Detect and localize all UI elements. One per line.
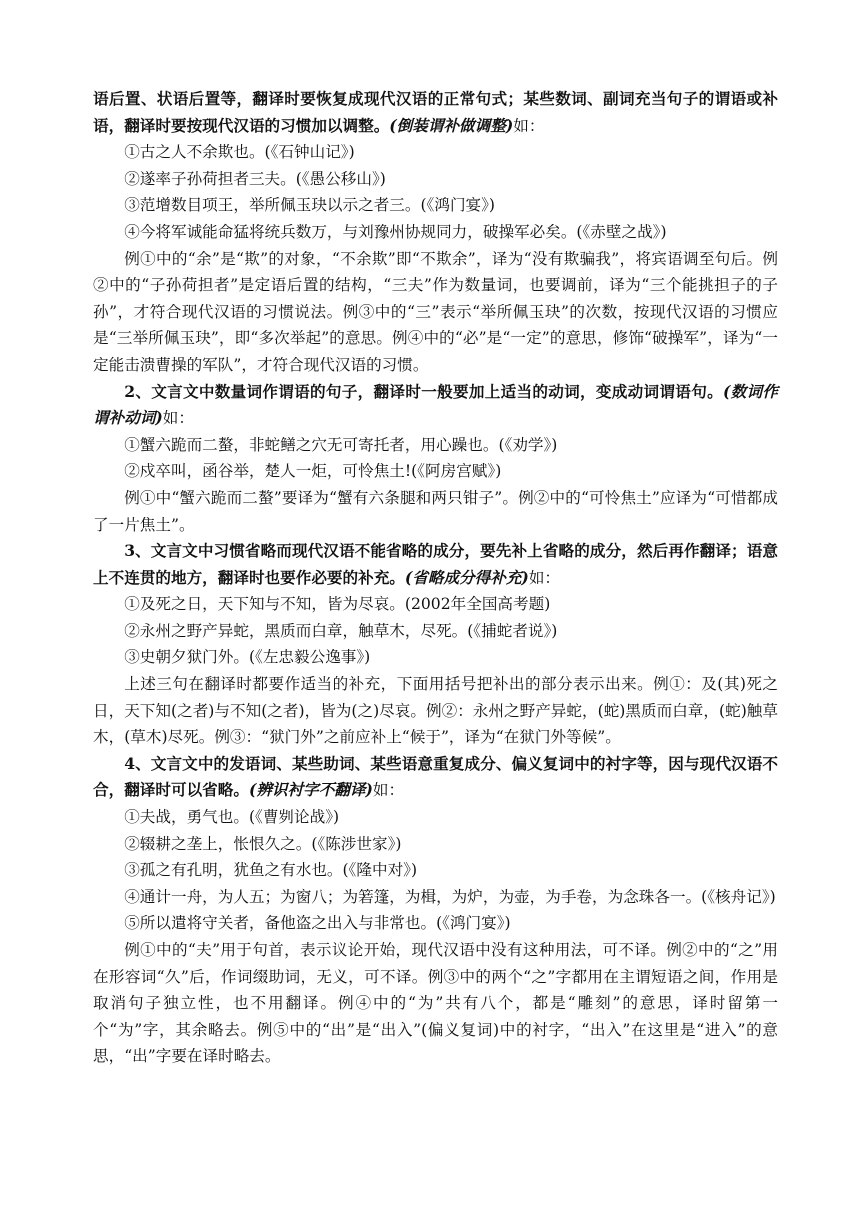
example-1: ①古之人不余欺也。(《石钟山记》): [124, 143, 355, 162]
rule-tag: (辨识衬字不翻译): [248, 780, 373, 800]
example-1: ①蟹六跪而二螯，非蛇鳝之穴无可寄托者，用心躁也。(《劝学》): [124, 435, 558, 454]
rule-tail: 如：: [372, 781, 405, 800]
example-2: ②遂率子孙荷担者三夫。(《愚公移山》): [124, 169, 386, 188]
rule-4: [93, 751, 778, 804]
example-3: ③范增数目项王，举所佩玉玦以示之者三。(《鸿门宴》): [124, 196, 496, 215]
rule-text: 2、文言文中数量词作谓语的句子，翻译时一般要加上适当的动词，变成动词谓语句。: [124, 381, 723, 401]
document-page: [93, 86, 778, 1070]
example-1: ①夫战，勇气也。(《曹刿论战》): [124, 808, 340, 827]
rule-tail: 如：: [513, 116, 545, 135]
rule-tail: 如：: [528, 568, 561, 587]
explanation: 例①中的“余”是“欺”的对象，“不余欺”即“不欺余”，译为“没有欺骗我”，将宾语调至句后。例②中的“子孙荷担者”是定语后置的结构，“三夫”作为数量词，也要调前，译为“三个能挑担子的子孙”，才符合现代汉语的习惯说法。例③中的“三”表示“举所佩玉玦”的次数，按现代汉语的习惯应是“三举所佩玉玦”，即“多次举起”的意思。例④中的“必”是“一定”的意思，修饰“破操军”，译为“一定能击溃曹操的军队”，才符合现代汉语的习惯。: [93, 249, 778, 374]
rule-text: 4、文言文中的发语词、某些助词、某些语意重复成分、偏义复词中的衬字等，因与现代汉语不合，翻译时可以省略。: [93, 753, 778, 800]
example-1: ①及死之日，天下知与不知，皆为尽哀。(2002年全国高考题): [124, 595, 551, 614]
rule-3-continuation: [93, 86, 778, 139]
rule-tag: (倒装谓补做调整): [389, 115, 514, 135]
example-2: ②永州之野产异蛇，黑质而白章，触草木，尽死。(《捕蛇者说》): [124, 621, 558, 640]
rule-text: 3、文言文中习惯省略而现代汉语不能省略的成分，要先补上省略的成分，然后再作翻译；语意上不连贯的地方，翻译时也要作必要的补充。: [93, 541, 778, 587]
explanation: 例①中“蟹六跪而二螯”要译为“蟹有六条腿和两只钳子”。例②中的“可怜焦土”应译为“可惜都成了一片焦土”。: [93, 488, 778, 534]
example-3: ③孤之有孔明，犹鱼之有水也。(《隆中对》): [124, 861, 418, 880]
rule-3: [93, 538, 778, 591]
example-5: ⑤所以遣将守关者，备他盗之出入与非常也。(《鸿门宴》): [124, 914, 511, 933]
rule-text: 语后置、状语后置等，翻译时要恢复成现代汉语的正常句式；某些数词、副词充当句子的谓语或补语，翻译时要按现代汉语的习惯加以调整。: [93, 89, 778, 135]
rule-tail: 如：: [162, 409, 194, 428]
rule-2: [93, 379, 778, 432]
example-3: ③史朝夕狱门外。(《左忠毅公逸事》): [124, 648, 371, 667]
explanation: 例①中的“夫”用于句首，表示议论开始，现代汉语中没有这种用法，可不译。例②中的“之”用在形容词“久”后，作词缀助词，无义，可不译。例③中的两个“之”字都用在主谓短语之间，作用是取消句子独立性，也不用翻译。例④中的“为”共有八个，都是“雕刻”的意思，译时留第一个“为”字，其余略去。例⑤中的“出”是“出入”(偏义复词)中的衬字，“出入”在这里是“进入”的意思，“出”字要在译时略去。: [93, 941, 778, 1066]
explanation: 上述三句在翻译时都要作适当的补充，下面用括号把补出的部分表示出来。例①：及(其)死之日，天下知(之者)与不知(之者)，皆为(之)尽哀。例②：永州之野产异蛇，(蛇)黑质而白章，(蛇)触草木，(草木)尽死。例③：“狱门外”之前应补上“候于”，译为“在狱门外等候”。: [93, 675, 778, 747]
example-4: ④通计一舟，为人五；为窗八；为箬篷，为楫，为炉，为壶，为手卷，为念珠各一。(《核舟记》): [124, 887, 776, 906]
example-4: ④今将军诚能命猛将统兵数万，与刘豫州协规同力，破操军必矣。(《赤壁之战》): [124, 222, 667, 241]
rule-tag: (省略成分得补充): [404, 567, 529, 587]
example-2: ②辍耕之垄上，怅恨久之。(《陈涉世家》): [124, 834, 402, 853]
example-2: ②戍卒叫，函谷举，楚人一炬，可怜焦土!(《阿房宫赋》): [124, 462, 502, 481]
rule-tag: (数词作谓补动词): [93, 381, 778, 428]
